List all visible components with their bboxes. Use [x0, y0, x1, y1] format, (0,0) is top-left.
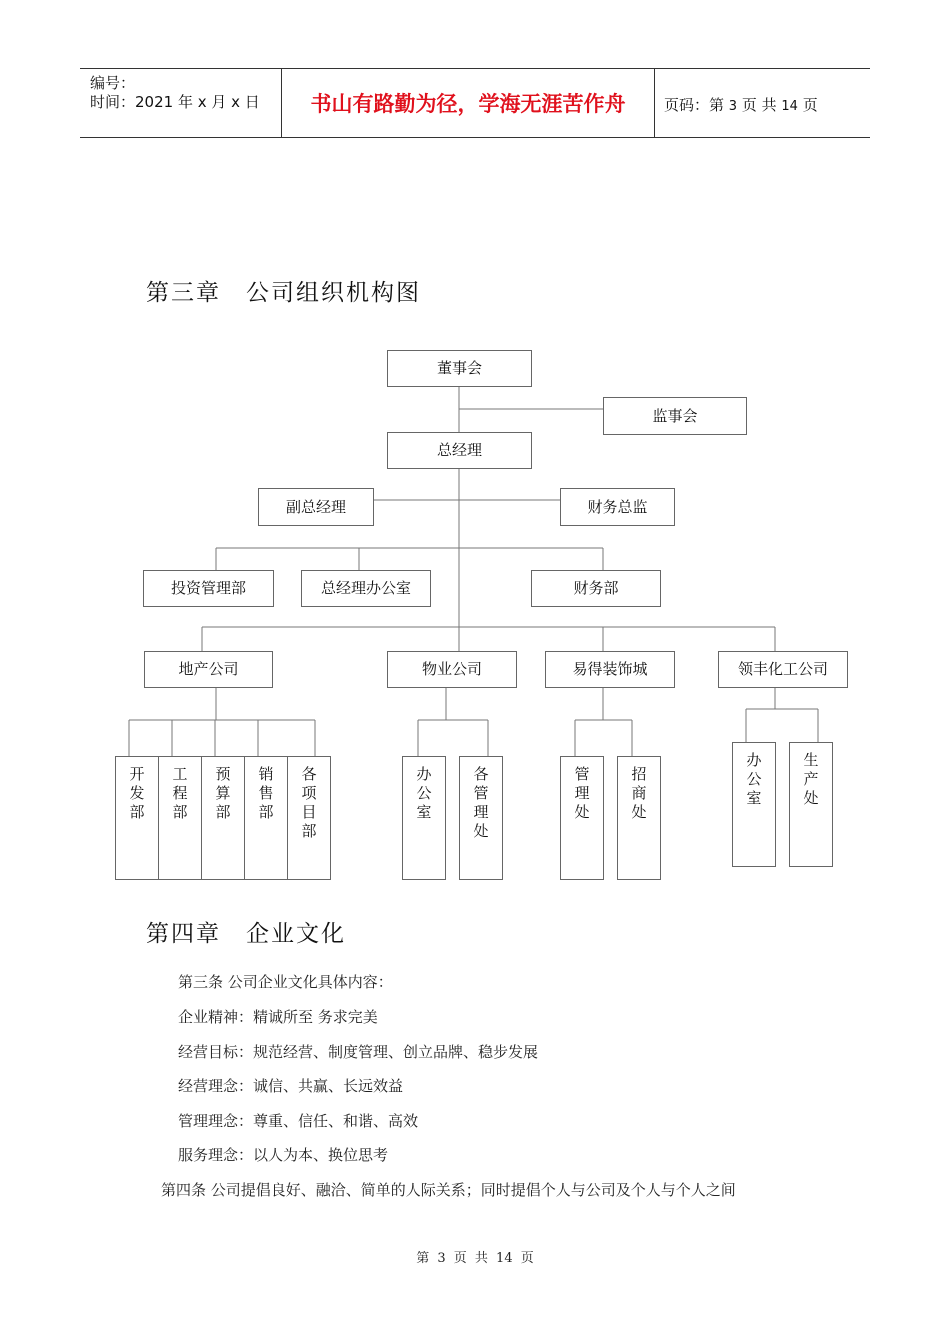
org-box-real-estate-co: 地产公司: [144, 651, 273, 688]
org-vbox-engineering-dept: 工 程 部: [158, 756, 202, 880]
org-box-investment-dept: 投资管理部: [143, 570, 274, 607]
org-box-deputy-gm: 副总经理: [258, 488, 374, 526]
header-motto: 书山有路勤为径，学海无涯苦作舟: [310, 92, 626, 116]
culture-business-concept: 经营理念：诚信、共赢、长远效益: [178, 1077, 404, 1095]
org-vbox-investment-office: 招 商 处: [617, 756, 661, 880]
culture-service-concept: 服务理念：以人为本、换位思考: [178, 1146, 389, 1164]
org-box-property-co: 物业公司: [387, 651, 517, 688]
header-page-number: 页码：第 3 页 共 14 页: [664, 96, 818, 114]
org-vbox-management-office: 管 理 处: [560, 756, 604, 880]
org-vbox-management-offices: 各 管 理 处: [459, 756, 503, 880]
org-vbox-project-depts: 各 项 目 部: [287, 756, 331, 880]
page-footer: 第 3 页 共 14 页: [416, 1251, 534, 1266]
chapter-4-title: 第四章 企业文化: [146, 921, 346, 947]
org-vbox-budget-dept: 预 算 部: [201, 756, 245, 880]
culture-management-concept: 管理理念：尊重、信任、和谐、高效: [178, 1112, 419, 1130]
article-3: 第三条 公司企业文化具体内容：: [178, 973, 393, 991]
org-vbox-production-office: 生 产 处: [789, 742, 833, 867]
org-box-gm-office: 总经理办公室: [301, 570, 431, 607]
org-box-general-manager: 总经理: [387, 432, 532, 469]
culture-spirit: 企业精神：精诚所至 务求完美: [178, 1008, 378, 1026]
serial-label: 编号：: [90, 74, 136, 92]
culture-goal: 经营目标：规范经营、制度管理、创立品牌、稳步发展: [178, 1043, 539, 1061]
time-label: 时间：2021 年 x 月 x 日: [90, 93, 260, 111]
article-4: 第四条 公司提倡良好、融洽、简单的人际关系；同时提倡个人与公司及个人与个人之间: [161, 1181, 736, 1199]
org-box-decoration-city: 易得装饰城: [545, 651, 675, 688]
org-vbox-development-dept: 开 发 部: [115, 756, 159, 880]
org-box-chemical-co: 领丰化工公司: [718, 651, 848, 688]
org-box-supervisors: 监事会: [603, 397, 747, 435]
org-vbox-property-office: 办 公 室: [402, 756, 446, 880]
org-box-finance-dept: 财务部: [531, 570, 661, 607]
chapter-3-title: 第三章 公司组织机构图: [146, 280, 421, 306]
org-vbox-sales-dept: 销 售 部: [244, 756, 288, 880]
org-vbox-chemical-office: 办 公 室: [732, 742, 776, 867]
org-box-board: 董事会: [387, 350, 532, 387]
org-box-cfo: 财务总监: [560, 488, 675, 526]
